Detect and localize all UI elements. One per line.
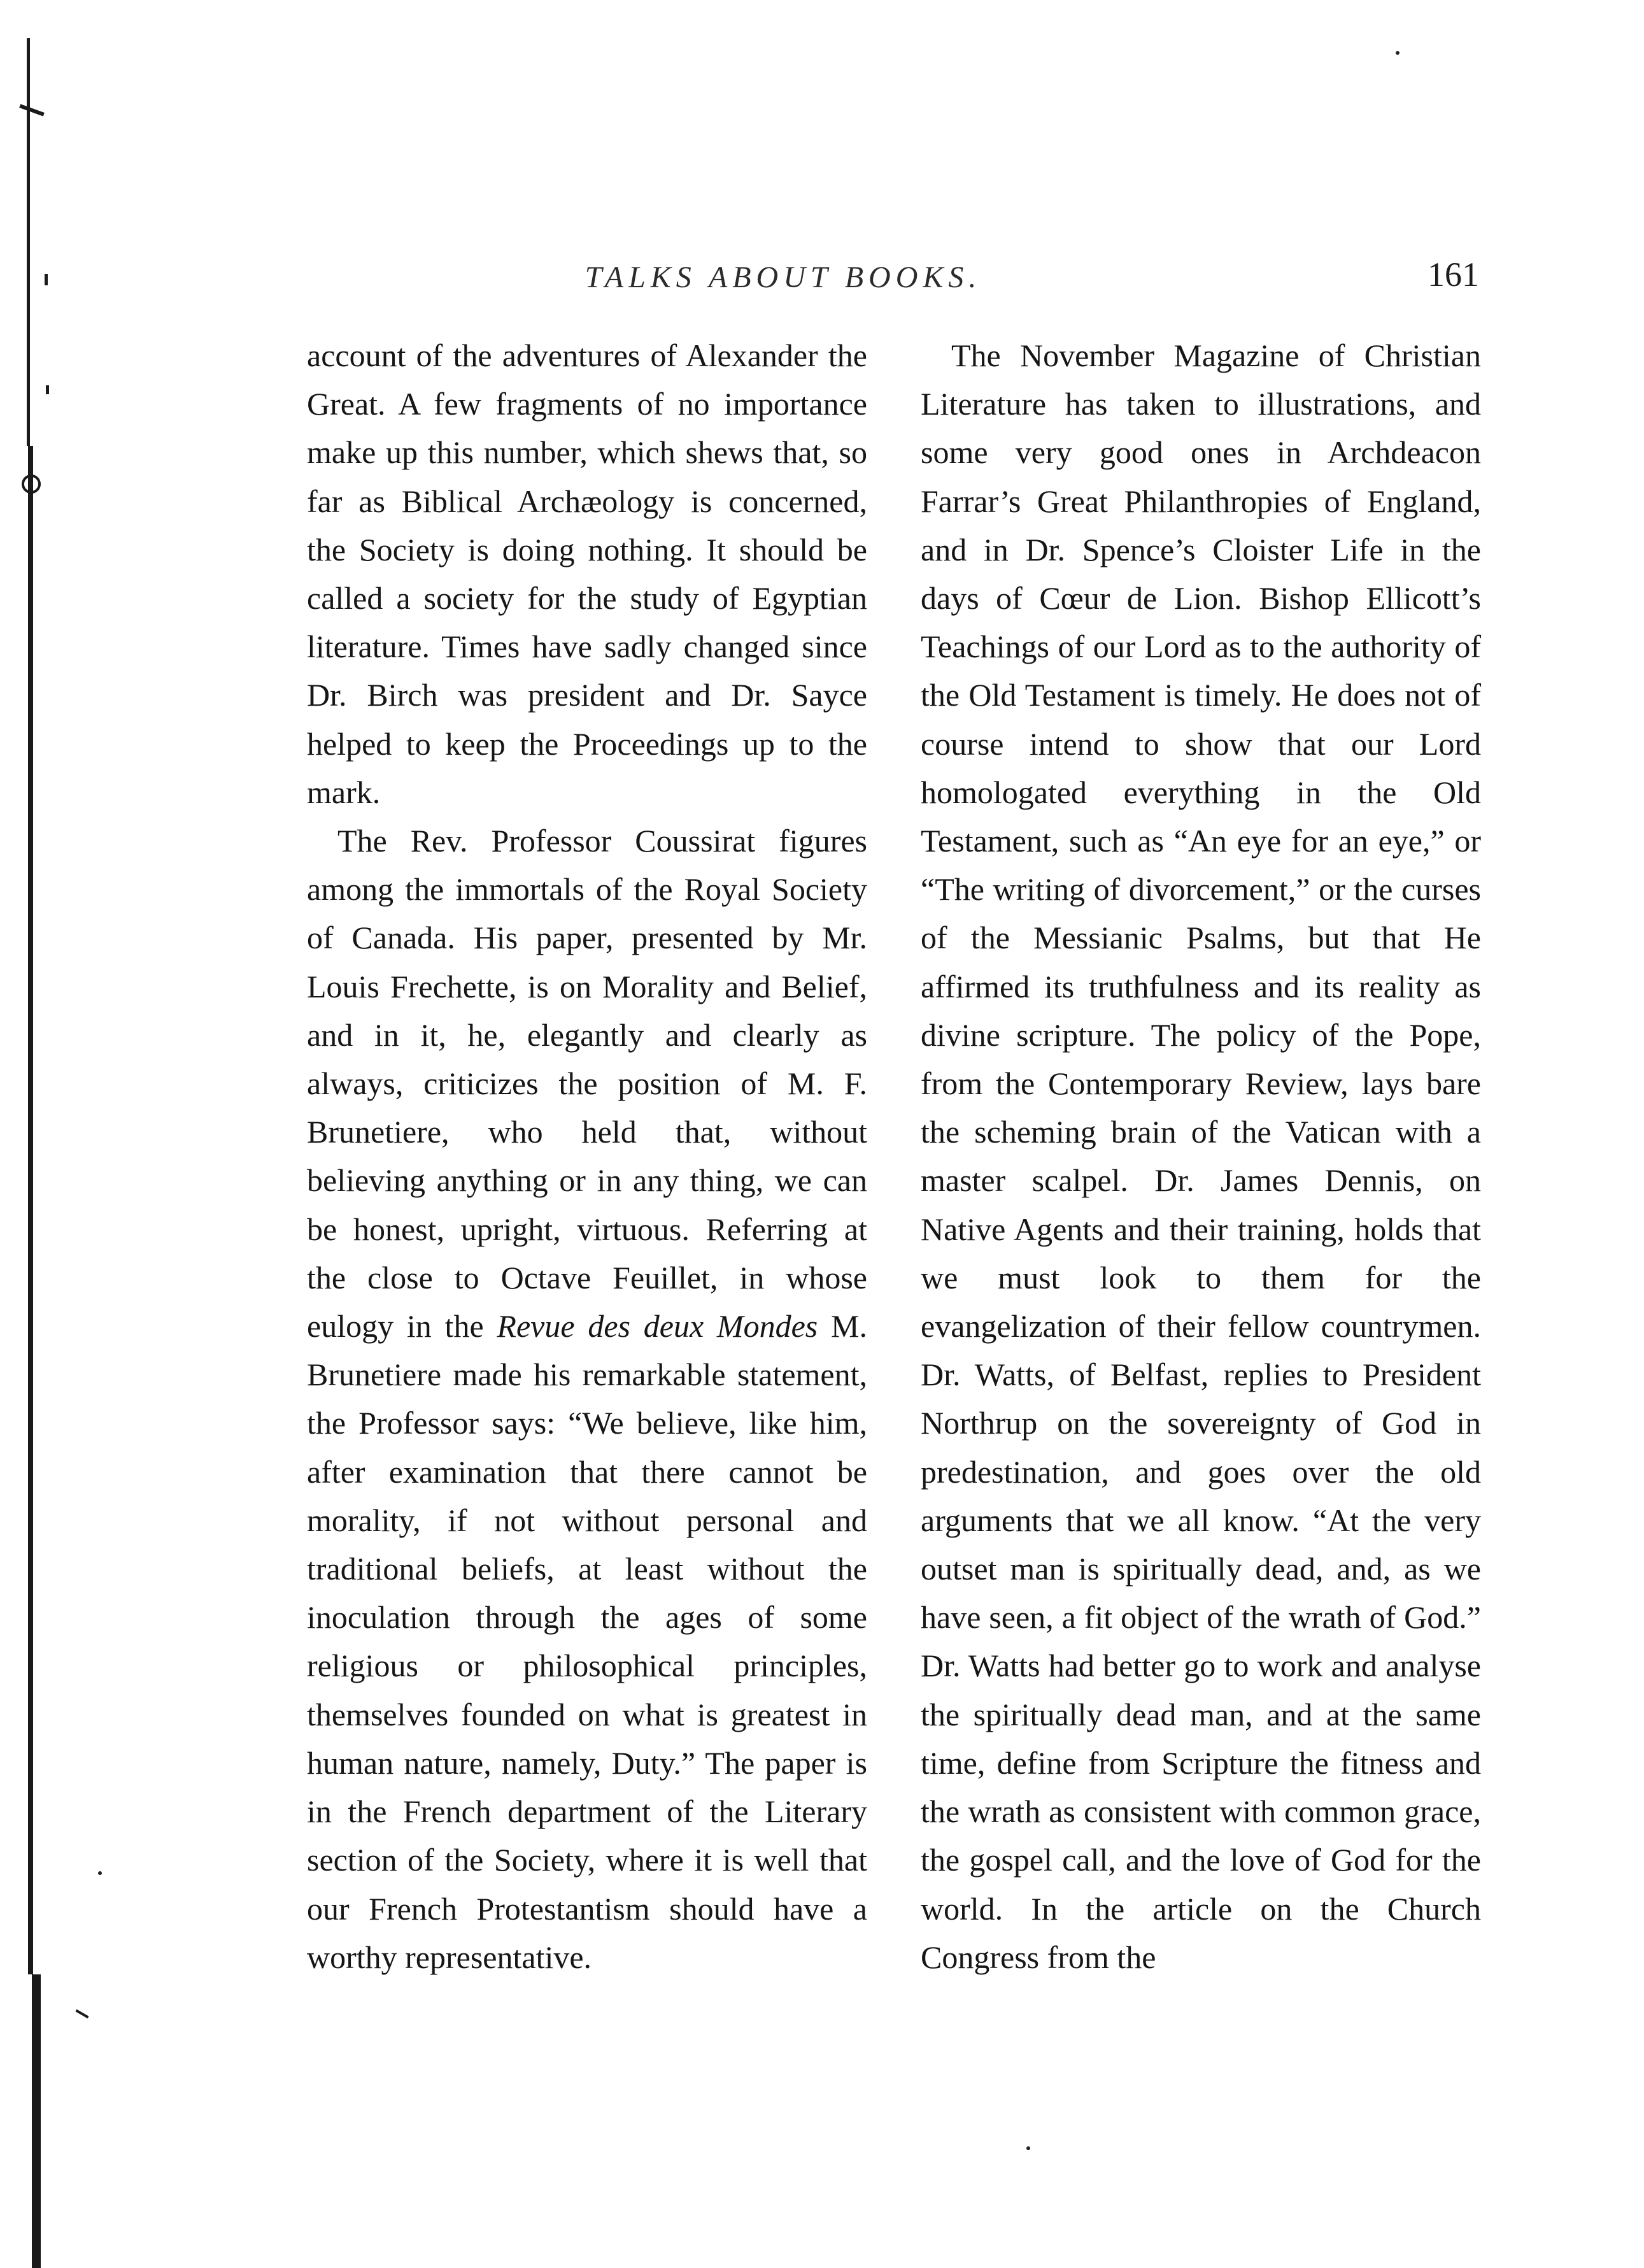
paragraph <box>307 817 867 1981</box>
journal-title: Revue des deux Mondes <box>497 1308 818 1344</box>
binding-edge-lower <box>32 1974 41 2268</box>
running-title: TALKS ABOUT BOOKS. <box>585 260 982 294</box>
paragraph: The November Magazine of Christian Literature has taken to illustrations, and some very good ones in Archdeacon Farrar’s Great Philanthropies of England, and in Dr. Spence’s Cloister Life in the days of Cœur de Lion. Bishop Ellicott’s Teachings of our Lord as to the authority of the Old Testament is timely. He does not of course intend to show that our Lord homologated everything in the Old Testament, such as “An eye for an eye,” or “The writing of divorcement,” or the curses of the Messianic Psalms, but that He affirmed its truthfulness and its reality as divine scripture. The policy of the Pope, from the Contemporary Review, lays bare the scheming brain of the Vatican with a master scalpel. Dr. James Dennis, on Native Agents and their training, holds that we must look to them for the evangelization of their fellow countrymen. Dr. Watts, of Belfast, replies to President Northrup on the sovereignty of God in predestination, and goes over the old arguments that we all know. “At the very outset man is spiritually dead, and, as we have seen, a fit object of the wrath of God.” Dr. Watts had better go to work and analyse the spiritually dead man, and at the same time, define from Scripture the fitness and the wrath as consistent with common grace, the gospel call, and the love of God for the world. In the article on the Church Congress from the <box>921 338 1481 1975</box>
paragraph-text: M. Brunetiere made his remarkable statement, the Professor says: “We believe, like him, after examination that there cannot be morality, if not without personal and traditional beliefs, at least without the inoculation through the ages of some religious or philosophical principles, themselves founded on what is greatest in human nature, namely, Duty.” The paper is in the French department of the Literary section of the Society, where it is well that our French Protestantism should have a worthy representative. <box>307 1308 867 1975</box>
binding-edge-upper <box>27 38 30 446</box>
scan-speck <box>98 1871 102 1875</box>
edge-mark <box>19 104 45 116</box>
scan-speck <box>1396 51 1400 55</box>
edge-mark <box>46 385 49 394</box>
page-number: 161 <box>1428 255 1479 294</box>
right-column <box>921 331 1481 1981</box>
binding-edge <box>28 446 33 1974</box>
paragraph-text: The Rev. Professor Coussirat figures among the immortals of the Royal Society of Canada. His paper, presented by Mr. Louis Frechette, is on Morality and Belief, and in it, he, elegantly and clearly as always, criticizes the position of M. F. Brunetiere, who held that, without believing anything or in any thing, we can be honest, upright, virtuous. Referring at the close to Octave Feuillet, in whose eulogy in the <box>307 823 867 1344</box>
scan-speck <box>1026 2146 1030 2150</box>
edge-mark <box>22 474 41 494</box>
paragraph: account of the adventures of Alexander the Great. A few fragments of no importance make up this number, which shews that, so far as Biblical Archæology is concerned, the Society is doing nothing. It should be called a society for the study of Egyptian literature. Times have sadly changed since Dr. Birch was president and Dr. Sayce helped to keep the Proceedings up to the mark. <box>307 338 867 810</box>
left-column <box>307 331 867 1981</box>
edge-mark <box>45 274 48 285</box>
edge-mark <box>75 2009 89 2018</box>
